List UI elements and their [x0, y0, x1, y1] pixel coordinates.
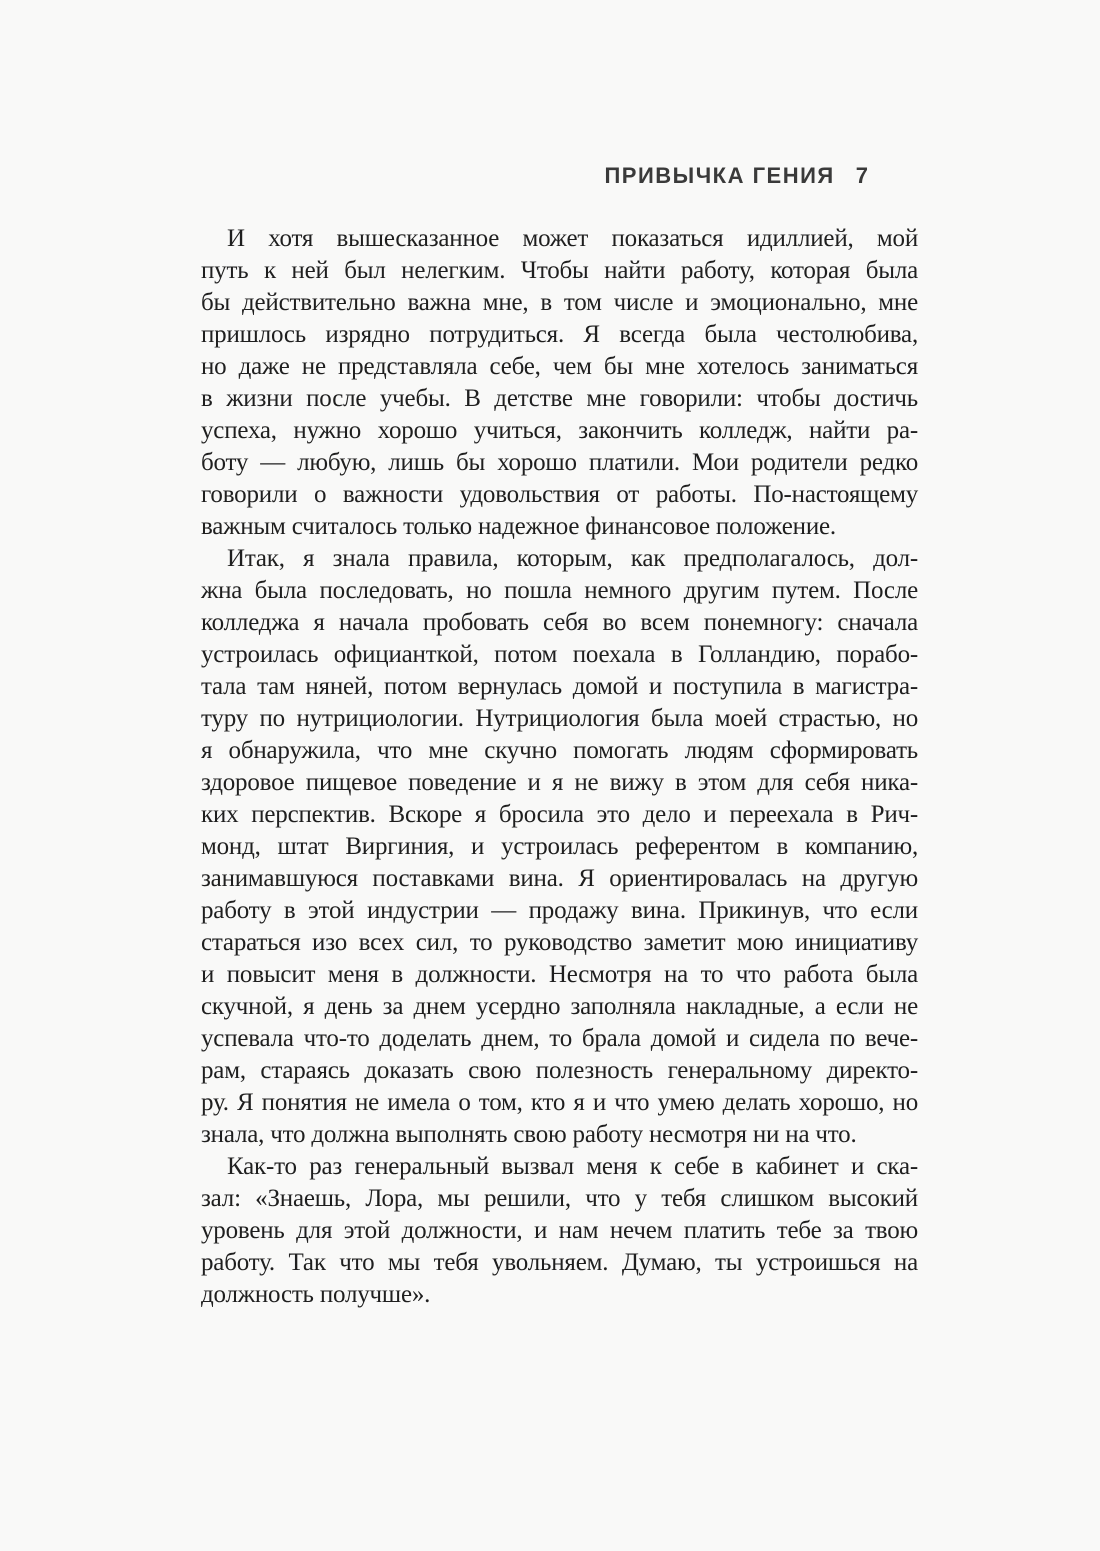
- page-number: 7: [855, 163, 868, 188]
- text-line: зал: «Знаешь, Лора, мы решили, что у тебя слишком высокий: [201, 1185, 918, 1212]
- text-line: и повысит меня в должности. Несмотря на то что работа была: [201, 961, 918, 988]
- text-line: путь к ней был нелегким. Чтобы найти работу, которая была: [201, 257, 918, 284]
- text-line: скучной, я день за днем усердно заполняла накладные, а если не: [201, 993, 918, 1020]
- text-line: я обнаружила, что мне скучно помогать людям сформировать: [201, 737, 918, 764]
- chapter-title: ПРИВЫЧКА ГЕНИЯ: [604, 163, 835, 188]
- text-line: Как-то раз генеральный вызвал меня к себе в кабинет и ска-: [227, 1153, 918, 1180]
- text-line: ру. Я понятия не имела о том, кто я и что умею делать хорошо, но: [201, 1089, 918, 1116]
- text-line: туру по нутрициологии. Нутрициология была моей страстью, но: [201, 705, 918, 732]
- text-line: колледжа я начала пробовать себя во всем понемногу: сначала: [201, 609, 918, 636]
- text-line: говорили о важности удовольствия от работы. По-настоящему: [201, 481, 918, 508]
- text-line: знала, что должна выполнять свою работу несмотря ни на что.: [201, 1121, 857, 1148]
- running-head: [604, 164, 868, 188]
- text-line: Итак, я знала правила, которым, как предполагалось, дол-: [227, 545, 918, 572]
- text-line: работу в этой индустрии — продажу вина. Прикинув, что если: [201, 897, 918, 924]
- text-line: в жизни после учебы. В детстве мне говорили: чтобы достичь: [201, 385, 918, 412]
- text-line: бы действительно важна мне, в том числе и эмоционально, мне: [201, 289, 918, 316]
- text-line: стараться изо всех сил, то руководство заметит мою инициативу: [201, 929, 918, 956]
- text-line: пришлось изрядно потрудиться. Я всегда была честолюбива,: [201, 321, 918, 348]
- text-line: рам, стараясь доказать свою полезность генеральному директо-: [201, 1057, 918, 1084]
- text-line: боту — любую, лишь бы хорошо платили. Мои родители редко: [201, 449, 918, 476]
- text-block: [201, 223, 918, 1311]
- text-line: жна была последовать, но пошла немного другим путем. После: [201, 577, 918, 604]
- text-line: ких перспектив. Вскоре я бросила это дело и переехала в Рич-: [201, 801, 918, 828]
- text-line: работу. Так что мы тебя увольняем. Думаю, ты устроишься на: [201, 1249, 918, 1276]
- text-line: успеха, нужно хорошо учиться, закончить колледж, найти ра-: [201, 417, 918, 444]
- text-line: И хотя вышесказанное может показаться идиллией, мой: [227, 225, 918, 252]
- text-line: занимавшуюся поставками вина. Я ориентировалась на другую: [201, 865, 918, 892]
- text-line: но даже не представляла себе, чем бы мне хотелось заниматься: [201, 353, 918, 380]
- text-line: успевала что-то доделать днем, то брала домой и сидела по вече-: [201, 1025, 918, 1052]
- text-line: тала там няней, потом вернулась домой и поступила в магистра-: [201, 673, 918, 700]
- text-line: устроилась официанткой, потом поехала в Голландию, порабо-: [201, 641, 918, 668]
- text-line: уровень для этой должности, и нам нечем платить тебе за твою: [201, 1217, 918, 1244]
- text-line: здоровое пищевое поведение и я не вижу в этом для себя ника-: [201, 769, 918, 796]
- text-line: монд, штат Виргиния, и устроилась референтом в компанию,: [201, 833, 918, 860]
- text-line: должность получше».: [201, 1281, 431, 1308]
- text-line: важным считалось только надежное финансовое положение.: [201, 513, 836, 540]
